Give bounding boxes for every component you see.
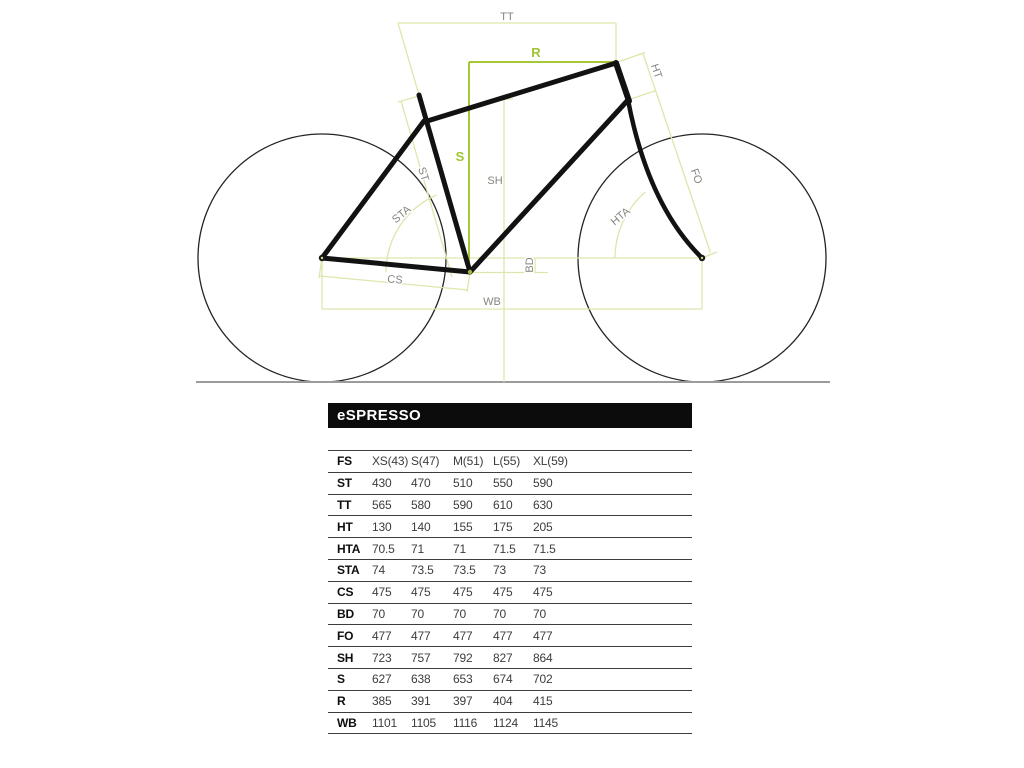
row-value: 580 xyxy=(411,497,431,512)
row-label: FO xyxy=(337,628,354,643)
ht-top-tick xyxy=(615,53,645,64)
table-header-row xyxy=(328,451,692,473)
row-value: 590 xyxy=(533,476,553,491)
row-value: 565 xyxy=(372,497,392,512)
row-value: 702 xyxy=(533,672,553,687)
row-value: 205 xyxy=(533,519,553,534)
table-row-s xyxy=(328,669,692,691)
head-tube xyxy=(616,63,629,101)
row-value: 385 xyxy=(372,694,392,709)
row-value: 477 xyxy=(411,628,431,643)
table-title-bar xyxy=(328,403,692,428)
row-value: 630 xyxy=(533,497,553,512)
bottom-bracket-dot xyxy=(468,270,472,274)
row-value: 477 xyxy=(533,628,553,643)
size-header: M(51) xyxy=(453,454,484,469)
seat-axis-extension xyxy=(398,23,419,95)
header-label: FS xyxy=(337,454,352,469)
row-value: 477 xyxy=(372,628,392,643)
label-tt: TT xyxy=(500,11,514,23)
size-header: L(55) xyxy=(493,454,521,469)
table-row-fo xyxy=(328,625,692,647)
label-cs: CS xyxy=(386,273,404,287)
row-value: 70 xyxy=(453,606,466,621)
row-value: 73 xyxy=(533,563,546,578)
row-value: 475 xyxy=(372,585,392,600)
row-value: 73 xyxy=(493,563,506,578)
row-label: HTA xyxy=(337,541,361,556)
row-label: SH xyxy=(337,650,354,665)
st-top-tick xyxy=(398,96,419,102)
row-value: 73.5 xyxy=(453,563,476,578)
row-value: 475 xyxy=(453,585,473,600)
size-header: XL(59) xyxy=(533,454,568,469)
geometry-table-rows xyxy=(328,450,692,734)
row-value: 70 xyxy=(493,606,506,621)
label-sh: SH xyxy=(487,175,503,187)
seatstay-tube xyxy=(322,121,424,258)
row-value: 1116 xyxy=(453,715,478,730)
row-value: 475 xyxy=(493,585,513,600)
top-tube xyxy=(424,63,616,122)
row-label: STA xyxy=(337,563,360,578)
label-st: ST xyxy=(415,165,431,183)
table-row-r xyxy=(328,691,692,713)
size-header: S(47) xyxy=(411,454,440,469)
table-row-cs xyxy=(328,582,692,604)
label-s: S xyxy=(455,149,465,164)
row-value: 1105 xyxy=(411,715,437,730)
row-value: 391 xyxy=(411,694,431,709)
row-value: 610 xyxy=(493,497,513,512)
row-value: 475 xyxy=(411,585,431,600)
row-value: 155 xyxy=(453,519,473,534)
row-value: 475 xyxy=(533,585,553,600)
row-value: 792 xyxy=(453,650,473,665)
label-bd: BD xyxy=(524,257,536,273)
row-value: 1145 xyxy=(533,715,559,730)
row-value: 674 xyxy=(493,672,513,687)
table-row-st xyxy=(328,473,692,495)
row-value: 430 xyxy=(372,476,392,491)
row-value: 864 xyxy=(533,650,553,665)
row-value: 415 xyxy=(533,694,553,709)
table-row-ht xyxy=(328,516,692,538)
row-value: 130 xyxy=(372,519,392,534)
row-label: HT xyxy=(337,519,353,534)
front-axle-center xyxy=(701,257,703,259)
label-r: R xyxy=(531,45,541,60)
sta-angle-arc xyxy=(386,195,436,272)
table-row-wb xyxy=(328,713,692,735)
row-value: 175 xyxy=(493,519,513,534)
table-row-sta xyxy=(328,560,692,582)
row-label: WB xyxy=(337,715,357,730)
chainstay-tube xyxy=(322,258,470,272)
row-label: BD xyxy=(337,606,354,621)
rear-axle-center xyxy=(321,257,323,259)
row-value: 477 xyxy=(493,628,513,643)
row-value: 827 xyxy=(493,650,513,665)
row-label: R xyxy=(337,694,346,709)
row-value: 510 xyxy=(453,476,473,491)
label-fo: FO xyxy=(687,167,705,186)
row-value: 140 xyxy=(411,519,431,534)
row-label: TT xyxy=(337,497,352,512)
table-row-tt xyxy=(328,495,692,517)
geometry-table xyxy=(328,403,692,734)
row-value: 627 xyxy=(372,672,392,687)
ht-bottom-tick xyxy=(628,91,656,101)
row-label: CS xyxy=(337,585,354,600)
table-row-hta xyxy=(328,538,692,560)
label-wb: WB xyxy=(483,296,501,308)
row-value: 70 xyxy=(372,606,385,621)
row-value: 70.5 xyxy=(372,541,395,556)
label-ht: HT xyxy=(647,62,665,81)
row-value: 1101 xyxy=(372,715,398,730)
row-value: 71 xyxy=(453,541,466,556)
row-value: 470 xyxy=(411,476,431,491)
row-value: 74 xyxy=(372,563,385,578)
table-row-sh xyxy=(328,647,692,669)
table-row-bd xyxy=(328,604,692,626)
row-value: 723 xyxy=(372,650,392,665)
row-value: 757 xyxy=(411,650,431,665)
row-value: 71.5 xyxy=(493,541,516,556)
row-value: 1124 xyxy=(493,715,519,730)
label-hta: HTA xyxy=(608,205,633,229)
label-sta: STA xyxy=(389,203,414,226)
reach-stack-lines xyxy=(469,62,616,272)
row-value: 73.5 xyxy=(411,563,434,578)
row-value: 404 xyxy=(493,694,513,709)
row-value: 638 xyxy=(411,672,431,687)
row-value: 71 xyxy=(411,541,424,556)
row-label: ST xyxy=(337,476,352,491)
table-title: eSPRESSO xyxy=(337,407,422,424)
row-value: 653 xyxy=(453,672,473,687)
row-value: 71.5 xyxy=(533,541,556,556)
row-value: 477 xyxy=(453,628,473,643)
row-value: 70 xyxy=(411,606,424,621)
row-value: 550 xyxy=(493,476,513,491)
cs-tick-bb xyxy=(467,272,470,292)
size-header: XS(43) xyxy=(372,454,409,469)
row-value: 590 xyxy=(453,497,473,512)
row-value: 397 xyxy=(453,694,473,709)
row-value: 70 xyxy=(533,606,546,621)
row-label: S xyxy=(337,672,345,687)
fo-dim-line xyxy=(643,54,711,253)
